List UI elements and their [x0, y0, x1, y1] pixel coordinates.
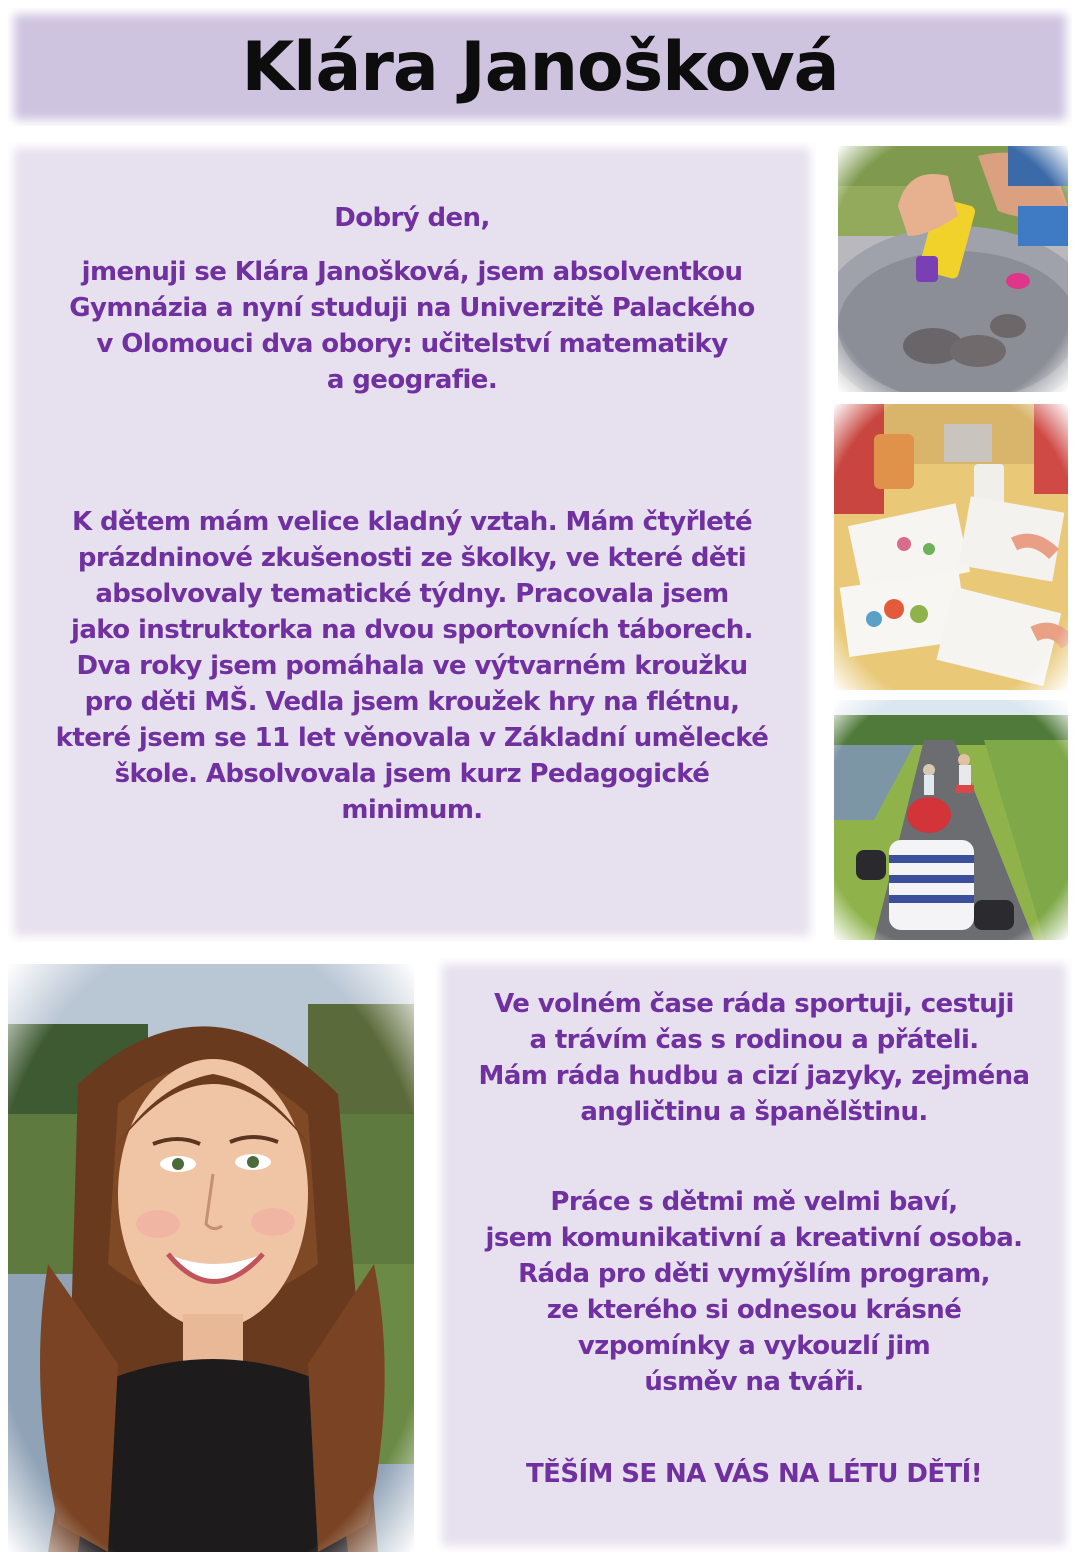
- free-time-panel: [436, 958, 1072, 1552]
- clay-activity-photo: [838, 146, 1068, 392]
- text-line: K dětem mám velice kladný vztah. Mám čtyřleté: [71, 507, 753, 537]
- intro-panel: [8, 142, 816, 942]
- text-line: Ve volném čase ráda sportuji, cestuji: [494, 989, 1014, 1019]
- title-banner: [8, 8, 1072, 126]
- text-line: Práce s dětmi mě velmi baví,: [550, 1187, 958, 1217]
- page-title: Klára Janošková: [241, 27, 839, 107]
- text-line: a geografie.: [326, 365, 498, 395]
- text-line: ze kterého si odnesou krásné: [546, 1295, 962, 1325]
- text-line: minimum.: [341, 795, 483, 825]
- closing-text: TĚŠÍM SE NA VÁS NA LÉTU DĚTÍ!: [526, 1459, 982, 1489]
- text-line: Mám ráda hudbu a cizí jazyky, zejména: [478, 1061, 1030, 1091]
- coloring-activity-photo: [834, 404, 1068, 690]
- text-line: pro děti MŠ. Vedla jsem kroužek hry na flétnu,: [84, 687, 740, 717]
- text-line: Ráda pro děti vymýšlím program,: [518, 1259, 990, 1289]
- text-line: angličtinu a španělštinu.: [580, 1097, 928, 1127]
- closing-line: [436, 1456, 1072, 1492]
- text-line: které jsem se 11 let věnovala v Základní umělecké: [55, 723, 769, 753]
- portrait-photo: [8, 964, 414, 1552]
- intro-paragraph-experience: [8, 504, 816, 828]
- text-line: Dva roky jsem pomáhala ve výtvarném kroužku: [76, 651, 748, 681]
- intro-greeting: [8, 200, 816, 236]
- greeting-line: Dobrý den,: [334, 203, 490, 233]
- free-time-paragraph-work: [436, 1184, 1072, 1400]
- free-time-paragraph-hobbies: [436, 986, 1072, 1130]
- skating-photo: [834, 700, 1068, 940]
- text-line: prázdninové zkušenosti ze školky, ve které děti: [77, 543, 747, 573]
- text-line: jmenuji se Klára Janošková, jsem absolventkou: [81, 257, 743, 287]
- text-line: jako instruktorka na dvou sportovních táborech.: [71, 615, 753, 645]
- text-line: v Olomouci dva obory: učitelství matematiky: [96, 329, 728, 359]
- text-line: úsměv na tváři.: [644, 1367, 864, 1397]
- text-line: a trávím čas s rodinou a přáteli.: [529, 1025, 979, 1055]
- text-line: jsem komunikativní a kreativní osoba.: [485, 1223, 1023, 1253]
- text-line: vzpomínky a vykouzlí jim: [577, 1331, 931, 1361]
- intro-paragraph-studies: [8, 254, 816, 398]
- text-line: Gymnázia a nyní studuji na Univerzitě Palackého: [69, 293, 755, 323]
- text-line: absolvovaly tematické týdny. Pracovala jsem: [95, 579, 729, 609]
- text-line: škole. Absolvovala jsem kurz Pedagogické: [114, 759, 710, 789]
